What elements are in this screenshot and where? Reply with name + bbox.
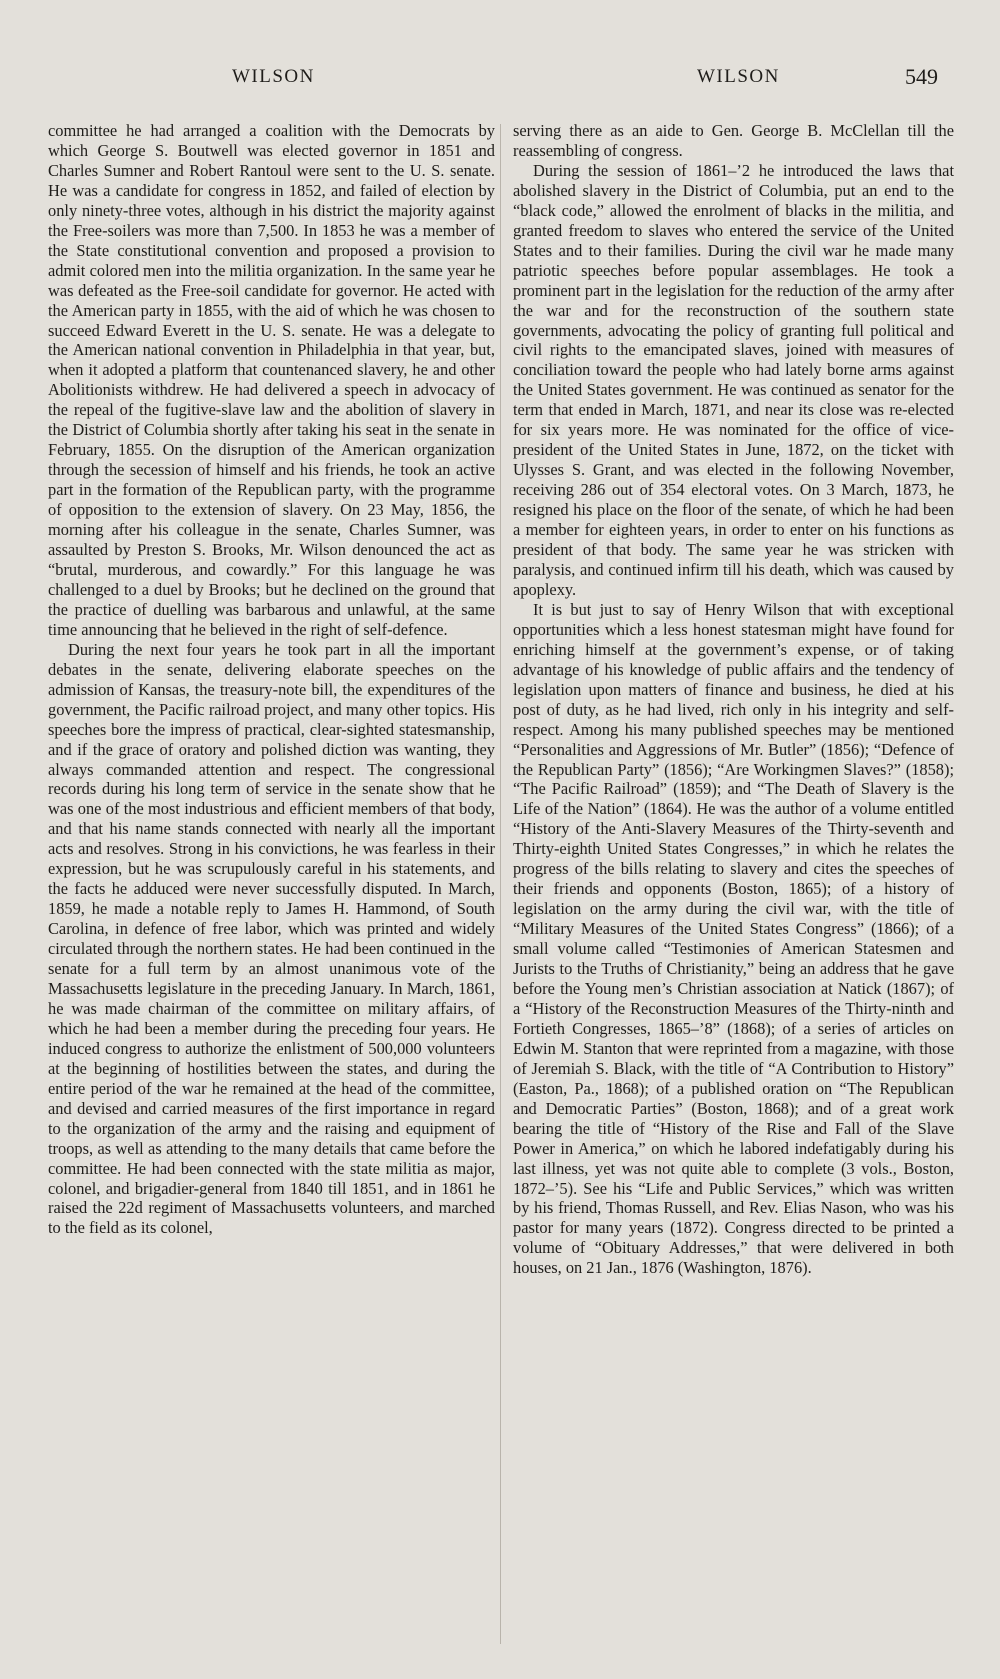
left-column: [48, 121, 495, 1238]
paragraph: During the session of 1861–’2 he introduced the laws that abolished slavery in the District of Columbia, put an end to the “black code,” allowed the enrolment of blacks in the militia, and granted freedom to slaves who entered the service of the United States and to their families. During the civil war he made many patriotic speeches before popular assemblages. He took a prominent part in the legislation for the reduction of the army after the war and for the reconstruction of the southern state governments, advocating the policy of granting full political and civil rights to the emancipated slaves, joined with measures of conciliation toward the people who had lately borne arms against the United States government. He was continued as senator for the term that ended in March, 1871, and near its close was re-elected for six years more. He was nominated for the office of vice-president of the United States in June, 1872, on the ticket with Ulysses S. Grant, and was elected in the following November, receiving 286 out of 354 electoral votes. On 3 March, 1873, he resigned his place on the floor of the senate, of which he had been a member for eighteen years, in order to enter on his functions as president of that body. The same year he was stricken with paralysis, and continued infirm till his death, which was caused by apoplexy.: [513, 160, 954, 599]
running-head: [0, 66, 1000, 96]
right-column: [513, 121, 954, 1278]
paragraph: It is but just to say of Henry Wilson that with exceptional opportunities which a less honest statesman might have found for enriching himself at the government’s expense, or of taking advantage of his knowledge of public affairs and the tendency of legislation upon matters of finance and business, he died at his post of duty, as he had lived, rich only in his integrity and self-respect. Among his many published speeches may be mentioned “Personalities and Aggressions of Mr. Butler” (1856); “Defence of the Republican Party” (1856); “Are Workingmen Slaves?” (1858); “The Pacific Railroad” (1859); and “The Death of Slavery is the Life of the Nation” (1864). He was the author of a volume entitled “History of the Anti-Slavery Measures of the Thirty-seventh and Thirty-eighth United States Congresses,” in which he relates the progress of the bills relating to slavery and cites the speeches of their friends and opponents (Boston, 1865); of a history of legislation on the army during the civil war, with the title of “Military Measures of the United States Congress” (1866); of a small volume called “Testimonies of American Statesmen and Jurists to the Truths of Christianity,” being an address that he gave before the Young men’s Christian association at Natick (1867); of a “History of the Reconstruction Measures of the Thirty-ninth and Fortieth Congresses, 1865–’8” (1868); of a series of articles on Edwin M. Stanton that were reprinted from a magazine, with those of Jeremiah S. Black, with the title of “A Contribution to History” (Easton, Pa., 1868); of a published oration on “The Republican and Democratic Parties” (Boston, 1868); and of a great work bearing the title of “History of the Rise and Fall of the Slave Power in America,” on which he labored indefatigably during his last illness, yet was not quite able to complete (3 vols., Boston, 1872–’5). See his “Life and Public Services,” which was written by his friend, Thomas Russell, and Rev. Elias Nason, who was his pastor for many years (1872). Congress directed to be printed a volume of “Obituary Addresses,” that were delivered in both houses, on 21 Jan., 1876 (Washington, 1876).: [513, 599, 954, 1278]
paragraph: During the next four years he took part in all the important debates in the senate, delivering elaborate speeches on the admission of Kansas, the treasury-note bill, the expenditures of the government, the Pacific railroad project, and many other topics. His speeches bore the impress of practical, clear-sighted statesmanship, and if the grace of oratory and polished diction was wanting, they always commanded attention and respect. The congressional records during his long term of service in the senate show that he was one of the most industrious and efficient members of that body, and that his name stands connected with nearly all the important acts and resolves. Strong in his convictions, he was fearless in their expression, but he was scrupulously careful in his statements, and the facts he adduced were never successfully disputed. In March, 1859, he made a notable reply to James H. Hammond, of South Carolina, in defence of free labor, which was printed and widely circulated through the northern states. He had been continued in the senate for a full term by an almost unanimous vote of the Massachusetts legislature in the preceding January. In March, 1861, he was made chairman of the committee on military affairs, of which he had been a member during the preceding four years. He induced congress to authorize the enlistment of 500,000 volunteers at the beginning of hostilities between the states, and during the entire period of the war he remained at the head of the committee, and devised and carried measures of the first importance in regard to the organization of the army and the raising and equipment of troops, as well as attending to the many details that came before the committee. He had been connected with the state militia as major, colonel, and brigadier-general from 1840 till 1851, and in 1861 he raised the 22d regiment of Massachusetts volunteers, and marched to the field as its colonel,: [48, 639, 495, 1238]
page-number: 549: [905, 64, 938, 89]
column-divider: [500, 124, 501, 1644]
paragraph: serving there as an aide to Gen. George B. McClellan till the reassembling of congress.: [513, 121, 954, 160]
running-head-left: WILSON: [232, 66, 315, 87]
paragraph: committee he had arranged a coalition with the Democrats by which George S. Boutwell was elected governor in 1851 and Charles Sumner and Robert Rantoul were sent to the U. S. senate. He was a candidate for congress in 1852, and failed of election by only ninety-three votes, although in his district the majority against the Free-soilers was more than 7,500. In 1853 he was a member of the State constitutional convention and proposed a provision to admit colored men into the militia organization. In the same year he was defeated as the Free-soil candidate for governor. He acted with the American party in 1855, with the aid of which he was chosen to succeed Edward Everett in the U. S. senate. He was a delegate to the American national convention in Philadelphia in that year, but, when it adopted a platform that countenanced slavery, he and other Abolitionists withdrew. He had delivered a speech in advocacy of the repeal of the fugitive-slave law and the abolition of slavery in the District of Columbia shortly after taking his seat in the senate in February, 1855. On the disruption of the American organization through the secession of himself and his friends, he took an active part in the formation of the Republican party, with the programme of opposition to the extension of slavery. On 23 May, 1856, the morning after his colleague in the senate, Charles Sumner, was assaulted by Preston S. Brooks, Mr. Wilson denounced the act as “brutal, murderous, and cowardly.” For this language he was challenged to a duel by Brooks; but he declined on the ground that the practice of duelling was barbarous and unlawful, at the same time announcing that he believed in the right of self-defence.: [48, 121, 495, 639]
running-head-right: WILSON: [697, 66, 780, 87]
